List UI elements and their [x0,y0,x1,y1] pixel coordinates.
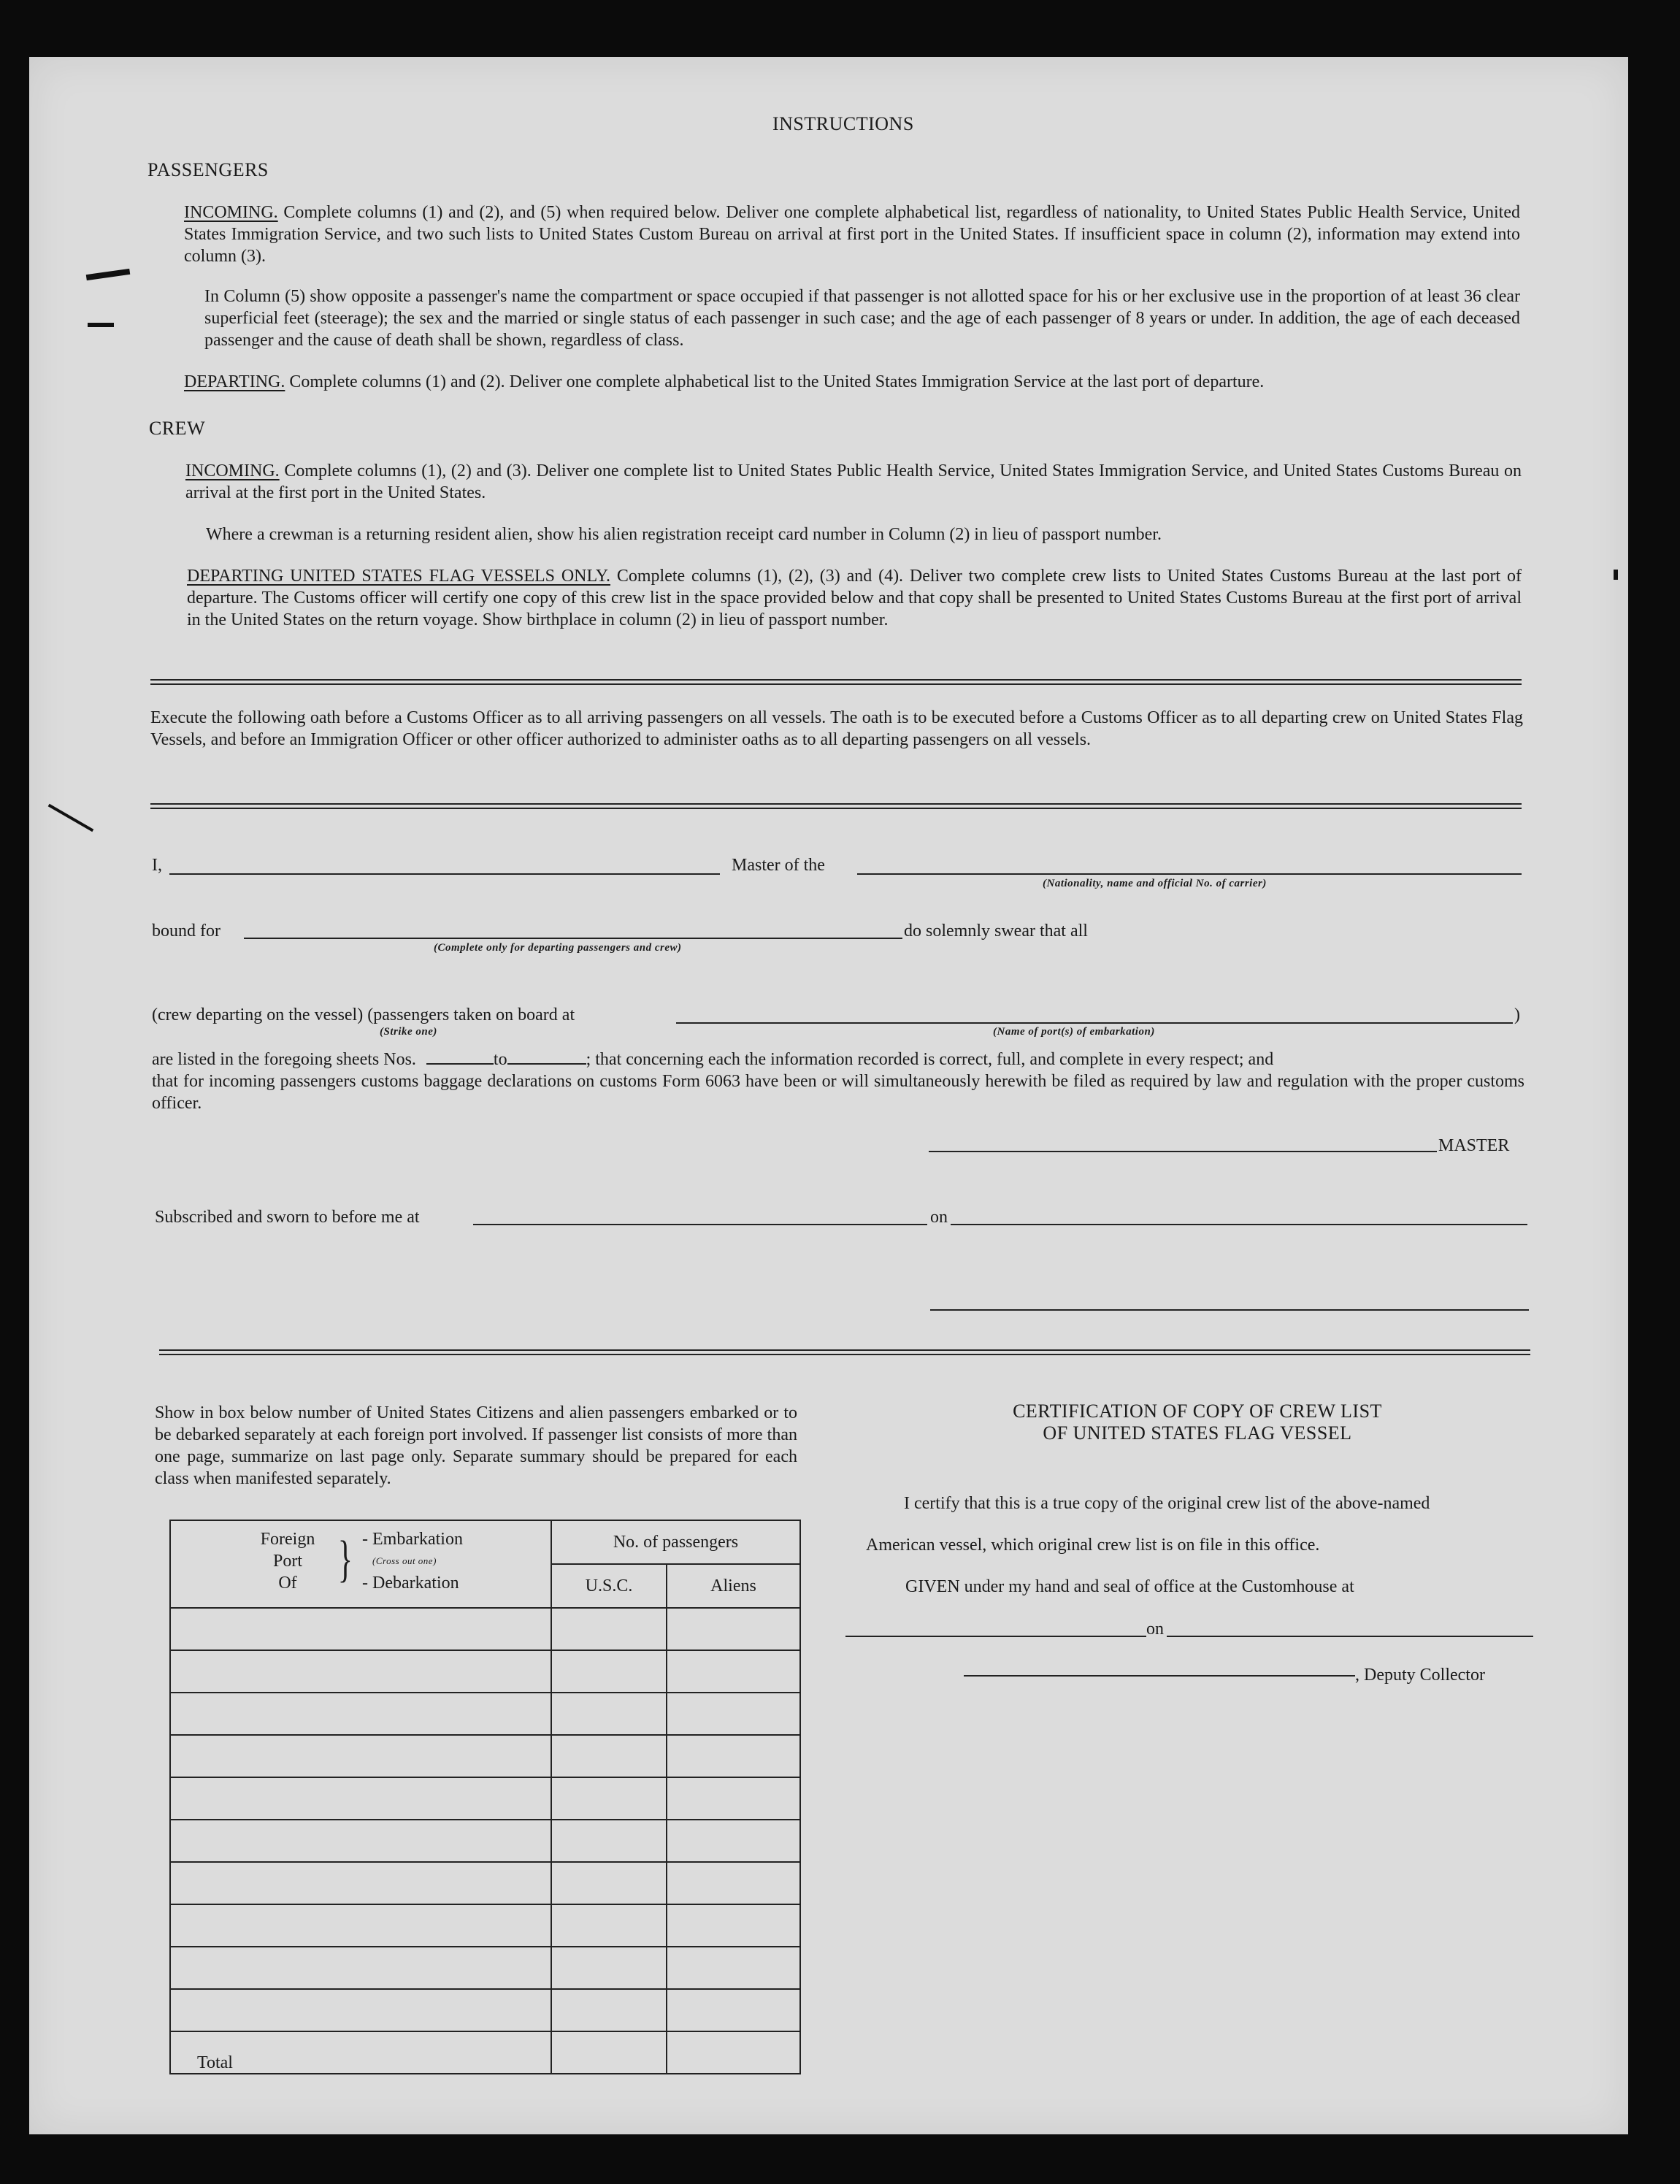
port-cell[interactable] [170,1820,551,1862]
port-caption: (Name of port(s) of embarkation) [993,1026,1155,1038]
usc-cell[interactable] [551,1777,667,1820]
port-header-cell [170,1520,551,1608]
sheet-from-field[interactable] [426,1050,494,1065]
deputy-signature-field[interactable] [964,1675,1355,1677]
certification-title-line2: OF UNITED STATES FLAG VESSEL [1043,1422,1352,1444]
port-embarkation-field[interactable] [676,1022,1513,1024]
aliens-cell[interactable] [667,1693,800,1735]
sheet-to-field[interactable] [507,1050,586,1065]
aliens-cell[interactable] [667,1735,800,1777]
crew-heading: CREW [149,418,206,439]
listed-line [152,1049,1273,1070]
aliens-cell[interactable] [667,1904,800,1947]
oath-i-label: I, [152,856,162,875]
usc-cell[interactable] [551,1904,667,1947]
american-vessel-text: American vessel, which original crew list is on file in this office. [866,1536,1320,1555]
officer-signature-field[interactable] [930,1309,1529,1311]
certify-text: I certify that this is a true copy of the original crew list of the above-named [904,1494,1430,1513]
cross-out-caption: (Cross out one) [372,1555,437,1566]
passengers-column5-paragraph: In Column (5) show opposite a passenger's name the compartment or space occupied if that passenger is not allotted space for his or her exclusive use in the proportion of at least 36 clear superficial feet (steerage); the sex and the married or single status of each passenger in such case; and the age of each passenger of 8 years or under. In addition, the age of each deceased passenger and the cause of death shall be shown, regardless of class. [204,287,1520,350]
aliens-cell[interactable] [667,1777,800,1820]
summary-intro: Show in box below number of United States Citizens and alien passengers embarked or to be debarked separately at each foreign port involved. If passenger list consists of more than one page, summarize on last page only. Separate summary should be prepared for each class when manifested separately. [155,1403,797,1488]
passengers-departing-label: DEPARTING. [184,372,285,391]
bound-for-label: bound for [152,922,220,940]
port-cell[interactable] [170,1904,551,1947]
crew-departing-label: DEPARTING UNITED STATES FLAG VESSELS ONLY. [187,567,610,586]
usc-header: U.S.C. [551,1564,667,1608]
strike-one-caption: (Strike one) [380,1026,437,1038]
port-cell[interactable] [170,1650,551,1693]
given-text: GIVEN under my hand and seal of office at the Customhouse at [905,1577,1354,1596]
passenger-summary-table [169,1520,801,2074]
aliens-cell[interactable] [667,1650,800,1693]
embarkation-label: - Embarkation [362,1530,463,1549]
foreign-label: Foreign [260,1530,315,1549]
listed-part2: ; that concerning each the information recorded is correct, full, and complete in every respect; and [586,1050,1274,1069]
debarkation-label: - Debarkation [362,1574,459,1593]
passengers-departing-text: Complete columns (1) and (2). Deliver one complete alphabetical list to the United States Immigration Service at the last port of departure. [289,372,1265,391]
crew-incoming-label: INCOMING. [185,461,280,480]
page-title: INSTRUCTIONS [772,113,914,134]
usc-cell[interactable] [551,1735,667,1777]
aliens-cell[interactable] [667,1989,800,2031]
certification-date-field[interactable] [1167,1636,1533,1637]
aliens-cell[interactable] [667,1608,800,1650]
port-cell[interactable] [170,1862,551,1904]
master-label: MASTER [1438,1136,1510,1155]
crew-departing-text: Complete columns (1), (2), (3) and (4). Deliver two complete crew lists to United States Customs Bureau at the last port of departure. The Customs officer will certify one copy of this crew list in the space provided below and that copy shall be presented to United States Customs Bureau at the first port of arrival in the United States on the return voyage. Show birthplace in column (2) in lieu of passport number. [187,567,1522,629]
crew-departing-label: (crew departing on the vessel) (passengers taken on board at [152,1005,575,1024]
usc-cell[interactable] [551,1820,667,1862]
subscribed-on-label: on [930,1208,948,1227]
usc-cell[interactable] [551,1947,667,1989]
aliens-total-cell[interactable] [667,2031,800,2074]
port-cell[interactable] [170,1947,551,1989]
usc-cell[interactable] [551,1650,667,1693]
listed-part1: are listed in the foregoing sheets Nos. [152,1050,416,1069]
aliens-header: Aliens [667,1564,800,1608]
passengers-incoming-text: Complete columns (1) and (2), and (5) when required below. Deliver one complete alphabetical list, regardless of nationality, to United States Public Health Service, United States Immigration Service, and two such lists to United States Custom Bureau on arrival at first port in the United States. If insufficient space in column (2), information may extend into column (3). [184,203,1521,266]
crew-incoming-text: Complete columns (1), (2) and (3). Deliver one complete list to United States Public Health Service, United States Immigration Service, and United States Customs Bureau on arrival at the first port in the United States. [185,461,1522,502]
master-of-the-label: Master of the [732,856,825,875]
usc-total-cell[interactable] [551,2031,667,2074]
oath-intro-paragraph: Execute the following oath before a Customs Officer as to all arriving passengers on all vessels. The oath is to be executed before a Customs Officer as to all departing crew on United States Flag Vessels, and before an Immigration Officer or other officer authorized to administer oaths as to all departing passengers on all vessels. [150,708,1523,749]
passengers-incoming-paragraph [184,202,1520,267]
aliens-cell[interactable] [667,1947,800,1989]
scan-mark [88,323,114,327]
subscribed-label: Subscribed and sworn to before me at [155,1208,420,1227]
port-label: Port [272,1552,302,1571]
passengers-departing-paragraph [184,371,1527,393]
deputy-collector-label: , Deputy Collector [1355,1666,1485,1685]
aliens-cell[interactable] [667,1820,800,1862]
certification-title-line1: CERTIFICATION OF COPY OF CREW LIST [1013,1401,1382,1422]
crew-departing-paragraph [187,565,1522,631]
passengers-incoming-label: INCOMING. [184,203,278,222]
crew-resident-paragraph: Where a crewman is a returning resident alien, show his alien registration receipt card number in Column (2) in lieu of passport number. [206,525,1162,544]
swear-text: do solemnly swear that all [904,922,1088,940]
port-cell[interactable] [170,1777,551,1820]
brace-icon: } [337,1531,353,1587]
of-label: Of [278,1574,297,1593]
carrier-field[interactable] [857,873,1522,875]
aliens-cell[interactable] [667,1862,800,1904]
scan-mark [1614,570,1618,580]
passengers-heading: PASSENGERS [147,159,269,180]
master-signature-field[interactable] [929,1151,1437,1152]
complete-caption: (Complete only for departing passengers and crew) [434,942,682,954]
section-divider [150,679,1522,685]
usc-cell[interactable] [551,1862,667,1904]
crew-incoming-paragraph [185,460,1522,504]
nationality-caption: (Nationality, name and official No. of carrier) [1043,878,1267,889]
bound-for-field[interactable] [244,938,902,939]
close-paren: ) [1514,1005,1520,1024]
master-name-field[interactable] [169,873,720,875]
listed-rest: that for incoming passengers customs baggage declarations on customs Form 6063 have been or will simultaneously herewith be filed as required by law and regulation with the proper customs officer. [152,1072,1524,1113]
no-passengers-header: No. of passengers [551,1520,800,1564]
section-divider [150,803,1522,809]
certification-on-label: on [1146,1620,1164,1639]
port-cell[interactable] [170,1693,551,1735]
port-cell[interactable] [170,1608,551,1650]
subscribed-place-field[interactable] [473,1224,927,1225]
listed-to: to [493,1050,507,1069]
port-cell[interactable] [170,1735,551,1777]
port-cell[interactable] [170,1989,551,2031]
subscribed-date-field[interactable] [951,1224,1527,1225]
usc-cell[interactable] [551,1693,667,1735]
section-divider [159,1349,1530,1355]
total-label: Total [170,2031,551,2074]
usc-cell[interactable] [551,1608,667,1650]
customhouse-field[interactable] [845,1636,1146,1637]
certification-title [905,1401,1489,1444]
usc-cell[interactable] [551,1989,667,2031]
